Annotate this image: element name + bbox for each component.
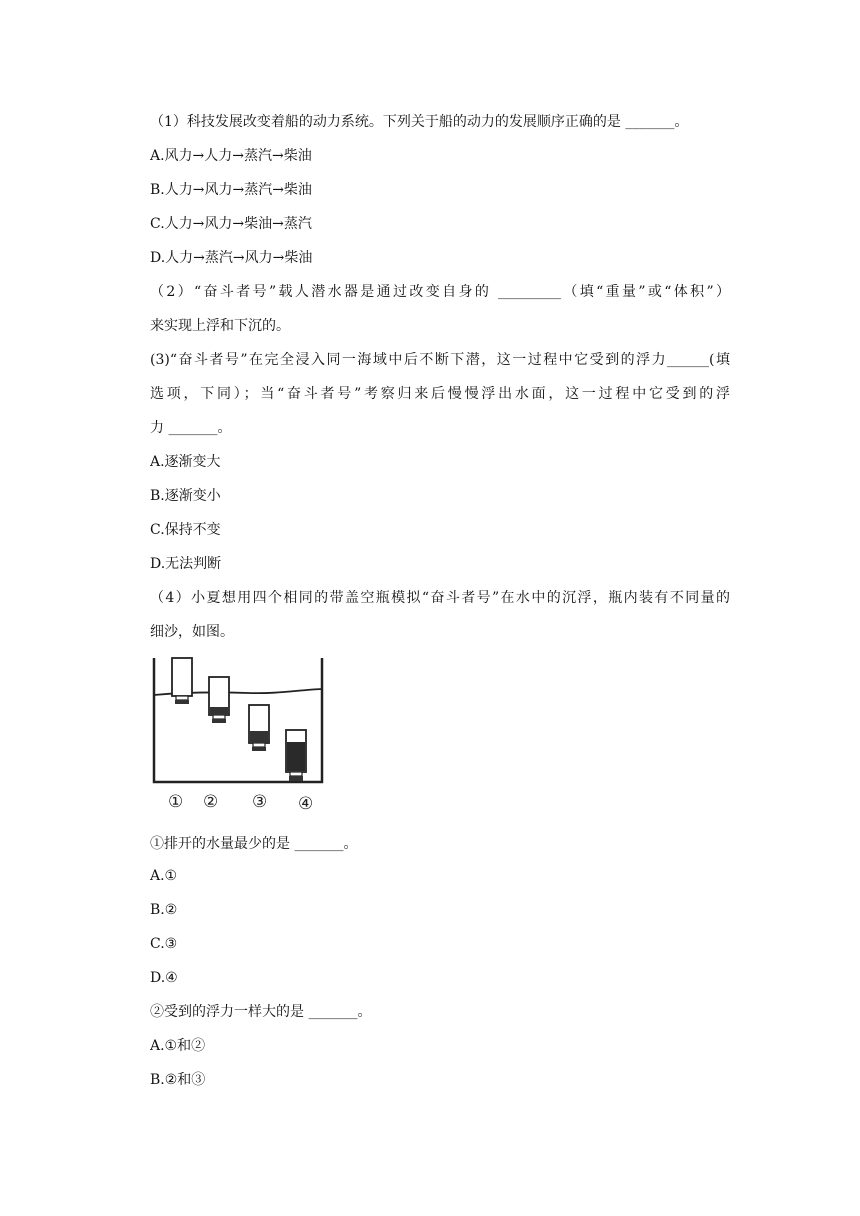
figure-label-3: ③	[252, 792, 268, 812]
q4-sub1-option-a: A.①	[150, 868, 178, 884]
q1-option-d: D.人力→蒸汽→风力→柴油	[150, 250, 313, 266]
q3-option-c: C.保持不变	[150, 522, 221, 538]
q3-option-a: A.逐渐变大	[150, 454, 221, 470]
q3-option-b: B.逐渐变小	[150, 488, 221, 504]
q4-sub1-option-d: D.④	[150, 970, 178, 986]
bottle-2	[209, 677, 229, 723]
q4-sub1-option-b: B.②	[150, 902, 178, 918]
figure-label-2: ②	[203, 792, 219, 812]
q2-line-1: （2）“奋斗者号”载人潜水器是通过改变自身的 _________（填“重量”或“体积”）	[150, 284, 730, 300]
q1-option-c: C.人力→风力→柴油→蒸汽	[150, 216, 312, 232]
q4-sub2-stem: ②受到的浮力一样大的是 _______。	[150, 1004, 372, 1020]
figure-label-1: ①	[168, 792, 184, 812]
bottle-3	[249, 705, 269, 751]
bottle-4	[286, 730, 306, 781]
q3-line-2: 选项，下同）；当“奋斗者号”考察归来后慢慢浮出水面，这一过程中它受到的浮	[150, 386, 730, 402]
q4-line-1: （4）小夏想用四个相同的带盖空瓶模拟“奋斗者号”在水中的沉浮，瓶内装有不同量的	[150, 590, 730, 606]
bottle-experiment-figure	[148, 652, 328, 816]
q3-line-1: (3)“奋斗者号”在完全浸入同一海域中后不断下潜，这一过程中它受到的浮力______(填	[150, 352, 730, 368]
bottle-1	[172, 658, 192, 704]
q1-option-b: B.人力→风力→蒸汽→柴油	[150, 182, 312, 198]
q4-sub2-option-b: B.②和③	[150, 1072, 206, 1088]
q4-sub1-stem: ①排开的水量最少的是 _______。	[150, 836, 358, 852]
q2-line-2: 来实现上浮和下沉的。	[150, 318, 290, 334]
q3-line-3: 力 _______。	[150, 420, 232, 436]
figure-label-4: ④	[298, 794, 314, 814]
q1-stem: （1）科技发展改变着船的动力系统。下列关于船的动力的发展顺序正确的是 _______。	[150, 114, 689, 130]
q3-option-d: D.无法判断	[150, 556, 222, 572]
q1-option-a: A.风力→人力→蒸汽→柴油	[150, 148, 312, 164]
q4-sub2-option-a: A.①和②	[150, 1038, 206, 1054]
q4-sub1-option-c: C.③	[150, 936, 178, 952]
q4-line-2: 细沙，如图。	[150, 624, 234, 640]
bottle-experiment-diagram	[148, 652, 328, 816]
